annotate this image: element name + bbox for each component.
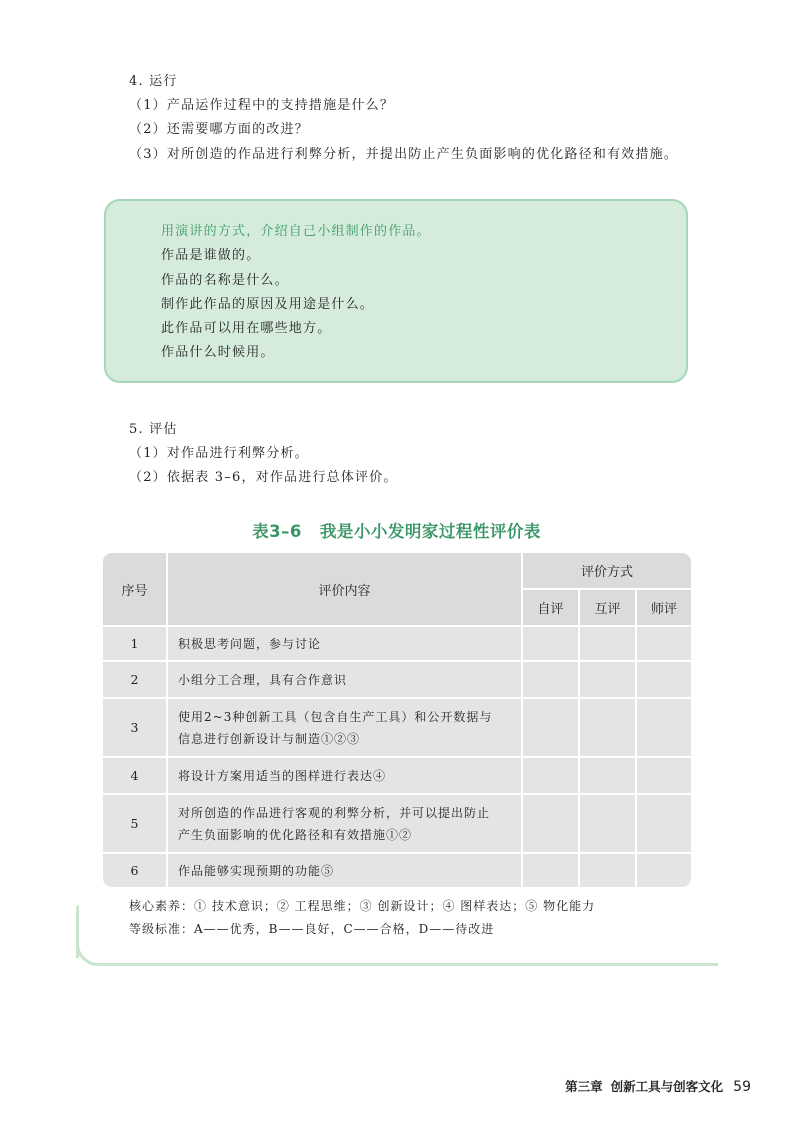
- page-footer: [565, 1076, 751, 1095]
- table-number: 表3–6: [252, 522, 302, 541]
- callout-line-3: 制作此作品的原因及用途是什么。: [161, 297, 375, 312]
- grid-line: [521, 588, 691, 590]
- grid-line: [635, 588, 637, 887]
- decorative-bracket-corner: [76, 930, 104, 966]
- callout-line-1: 作品是谁做的。: [161, 248, 261, 263]
- decorative-bracket-horizontal: [100, 963, 718, 966]
- row-3-number: 3: [130, 720, 139, 735]
- core-literacy-note: 核心素养：① 技术意识；② 工程思维；③ 创新设计；④ 图样表达；⑤ 物化能力: [129, 899, 596, 913]
- row-2-content-line-1: 小组分工合理，具有合作意识: [178, 672, 348, 687]
- row-5-content: [168, 795, 521, 852]
- row-6-number: 6: [130, 863, 139, 878]
- row-2-content: [168, 662, 521, 697]
- row-1-number: 1: [130, 636, 139, 651]
- table-title: [0, 518, 793, 542]
- grid-line: [578, 588, 580, 887]
- callout-line-5: 作品什么时候用。: [161, 345, 275, 360]
- row-1-content: [168, 627, 521, 660]
- header-teacher: 师评: [637, 590, 691, 625]
- footer-chapter-title: 创新工具与创客文化: [610, 1079, 724, 1094]
- callout-line-4: 此作品可以用在哪些地方。: [161, 321, 332, 336]
- header-index: 序号: [103, 553, 166, 625]
- row-2-number: 2: [130, 672, 139, 687]
- evaluation-table: [103, 553, 691, 887]
- row-3-content: [168, 699, 521, 756]
- row-4-content-line-1: 将设计方案用适当的图样进行表达④: [178, 768, 387, 783]
- section-4-item-2: （2）还需要哪方面的改进？: [129, 122, 309, 137]
- header-self: 自评: [523, 590, 578, 625]
- callout-heading: 用演讲的方式，介绍自己小组制作的作品。: [161, 224, 431, 239]
- header-method: 评价方式: [523, 553, 691, 588]
- grade-standard-note: 等级标准：A——优秀，B——良好，C——合格，D——待改进: [129, 922, 495, 936]
- callout-line-2: 作品的名称是什么。: [161, 273, 289, 288]
- table-title-text: 我是小小发明家过程性评价表: [319, 522, 541, 541]
- row-6-content: [168, 854, 521, 887]
- row-5-content-line-1: 对所创造的作品进行客观的利弊分析，并可以提出防止: [178, 805, 491, 820]
- row-6-content-line-1: 作品能够实现预期的功能⑤: [178, 863, 335, 878]
- row-5-content-line-2: 产生负面影响的优化路径和有效措施①②: [178, 827, 413, 842]
- section-4-title: 4. 运行: [129, 74, 178, 89]
- section-4-item-1: （1）产品运作过程中的支持措施是什么？: [129, 98, 395, 113]
- row-3-content-line-1: 使用2~3种创新工具（包含自生产工具）和公开数据与: [178, 709, 493, 724]
- section-5-item-2: （2）依据表 3–6，对作品进行总体评价。: [129, 470, 398, 485]
- section-5-item-1: （1）对作品进行利弊分析。: [129, 446, 309, 461]
- row-4-number: 4: [130, 768, 139, 783]
- row-1-content-line-1: 积极思考问题，参与讨论: [178, 636, 322, 651]
- presentation-callout-box: [104, 199, 688, 383]
- row-4-content: [168, 758, 521, 793]
- header-content: 评价内容: [168, 553, 521, 625]
- section-4-item-3: （3）对所创造的作品进行利弊分析，并提出防止产生负面影响的优化路径和有效措施。: [129, 147, 679, 162]
- header-peer: 互评: [580, 590, 635, 625]
- row-3-content-line-2: 信息进行创新设计与制造①②③: [178, 731, 361, 746]
- section-5-title: 5. 评估: [129, 422, 178, 437]
- page-number: 59: [733, 1079, 751, 1095]
- grid-line: [521, 553, 523, 887]
- footer-chapter: 第三章: [565, 1079, 603, 1094]
- row-5-number: 5: [130, 816, 139, 831]
